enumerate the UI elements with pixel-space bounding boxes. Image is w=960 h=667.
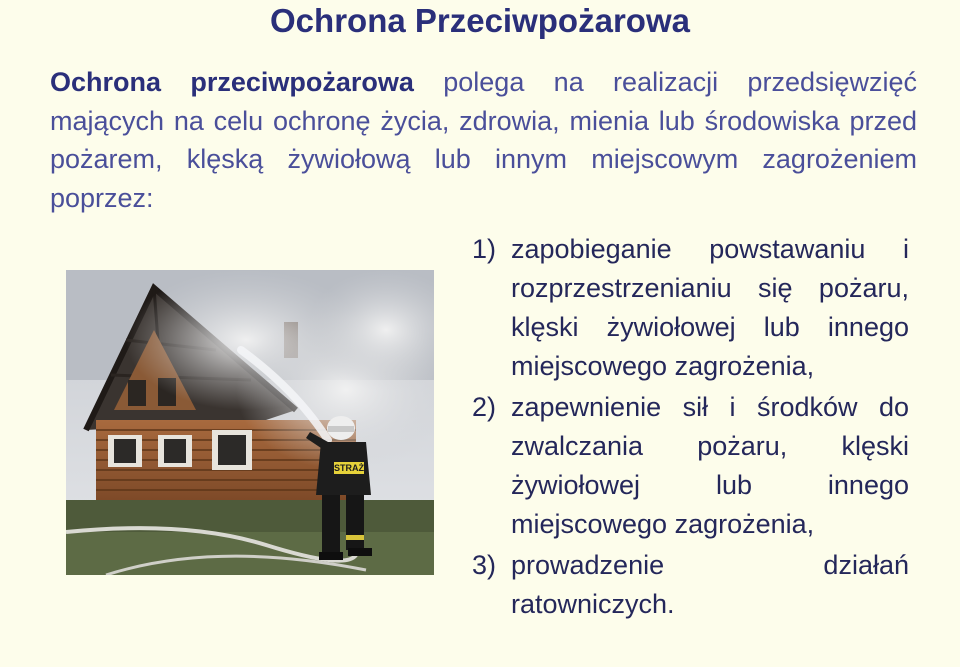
helmet-label: STRAŻ xyxy=(334,463,364,473)
list-item xyxy=(472,546,909,624)
list-item-text: zapobieganie powstawaniu i rozprzestrzenianiu się pożaru, klęski żywiołowej lub innego miejscowego zagrożenia, xyxy=(511,234,909,381)
list-item-number: 3) xyxy=(472,550,497,580)
list-item xyxy=(472,230,909,386)
list-item-number: 1) xyxy=(472,234,497,264)
intro-paragraph xyxy=(50,63,917,217)
measures-list xyxy=(472,230,909,626)
list-item-text: zapewnienie sił i środków do zwalczania pożaru, klęski żywiołowej lub innego miejscowego zagrożenia, xyxy=(511,392,909,539)
intro-lead-term: Ochrona przeciwpożarowa xyxy=(50,67,414,97)
list-item-number: 2) xyxy=(472,392,497,422)
page-title: Ochrona Przeciwpożarowa xyxy=(270,2,690,39)
list-item xyxy=(472,388,909,544)
list-item-text: prowadzenie działań ratowniczych. xyxy=(511,550,909,619)
intro-definition: polega na realizacji przedsięwzięć mających na celu ochronę życia, zdrowia, mienia lub środowiska przed pożarem, klęską żywiołową lub innym miejscowym zagrożeniem poprzez: xyxy=(50,67,918,213)
burning-house-photo xyxy=(66,270,434,575)
